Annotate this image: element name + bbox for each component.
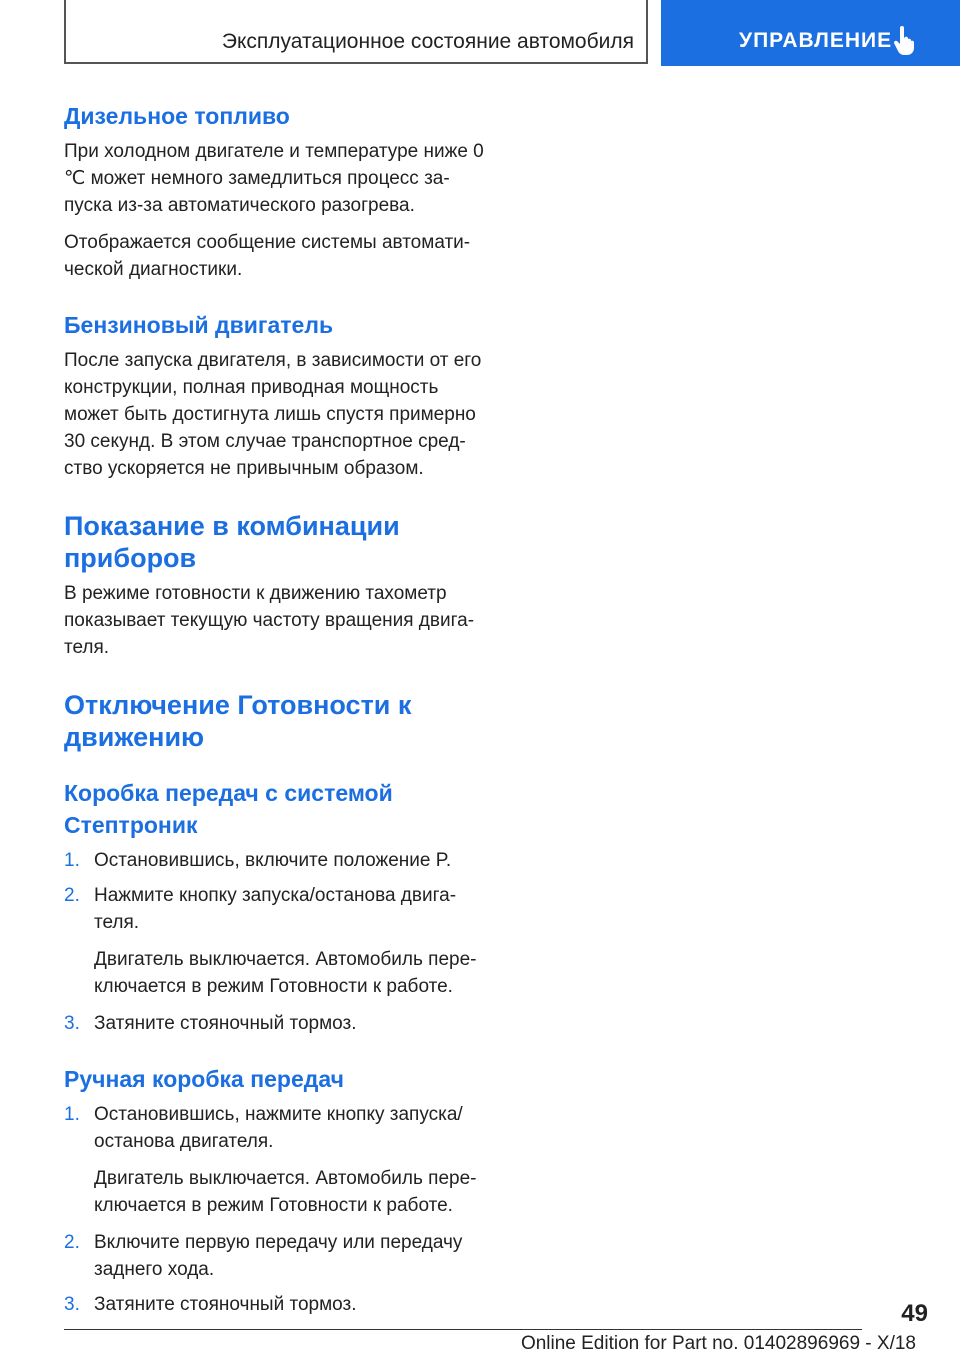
- hand-pointer-icon: [893, 26, 917, 56]
- steptronic-list: [64, 847, 484, 1037]
- list-text: Нажмите кнопку запуска/останова двигателя.: [94, 885, 457, 933]
- footer-divider: [64, 1329, 862, 1330]
- header-title: Эксплуатационное состояние автомобиля: [221, 30, 634, 53]
- section-tab: [661, 0, 960, 66]
- list-item: [64, 847, 484, 874]
- heading-instrument: Показание в комбинации приборов: [64, 511, 400, 573]
- list-number: 3.: [64, 1013, 80, 1034]
- paragraph-diesel-2: Отображается сообщение системы автоматической диагностики.: [64, 232, 471, 280]
- list-number: 2.: [64, 885, 80, 906]
- list-text: Включите первую передачу или передачу заднего хода.: [94, 1232, 463, 1280]
- list-note: Двигатель выключается. Автомобиль переключается в режим Готовности к работе.: [94, 949, 477, 997]
- list-item: [64, 1291, 484, 1318]
- list-text: Затяните стояночный тормоз.: [94, 1294, 357, 1315]
- list-item: [64, 882, 484, 1000]
- list-item: [64, 1010, 484, 1037]
- heading-steptronic: Коробка передач с системой Стептроник: [64, 780, 393, 838]
- header-box: [64, 0, 648, 64]
- list-item: [64, 1101, 484, 1219]
- list-text: Остановившись, включите положение P.: [94, 850, 452, 871]
- heading-diesel: Дизельное топливо: [64, 103, 290, 129]
- page-content: [64, 100, 484, 1318]
- list-number: 2.: [64, 1232, 80, 1253]
- heading-deactivate: Отключение Готовности к движению: [64, 690, 412, 752]
- paragraph-instrument-1: В режиме готовности к движению тахометр показывает текущую частоту вращения двигателя.: [64, 583, 475, 658]
- list-text: Остановившись, нажмите кнопку запуска/ останова двигателя.: [94, 1104, 463, 1152]
- manual-list: [64, 1101, 484, 1318]
- list-note: Двигатель выключается. Автомобиль переключается в режим Готовности к работе.: [94, 1168, 477, 1216]
- heading-petrol: Бензиновый двигатель: [64, 312, 334, 338]
- page-number: 49: [901, 1300, 928, 1327]
- list-text: Затяните стояночный тормоз.: [94, 1013, 357, 1034]
- list-item: [64, 1229, 484, 1283]
- paragraph-petrol-1: После запуска двигателя, в зависимости от его конструкции, полная приводная мощность может быть достигнута лишь спустя примерно 30 секунд. В этом случае транспортное средство ускоряется не привычным образом.: [64, 350, 482, 479]
- paragraph-diesel-1: При холодном двигателе и температуре ниже 0 ℃ может немного замедлиться процесс запуска из-за автоматического разогрева.: [64, 141, 484, 216]
- section-label: УПРАВЛЕНИЕ: [739, 29, 893, 52]
- footer-edition: Online Edition for Part no. 01402896969 - X/18: [520, 1333, 916, 1354]
- list-number: 3.: [64, 1294, 80, 1315]
- list-number: 1.: [64, 1104, 80, 1125]
- heading-manual: Ручная коробка передач: [64, 1066, 344, 1092]
- list-number: 1.: [64, 850, 80, 871]
